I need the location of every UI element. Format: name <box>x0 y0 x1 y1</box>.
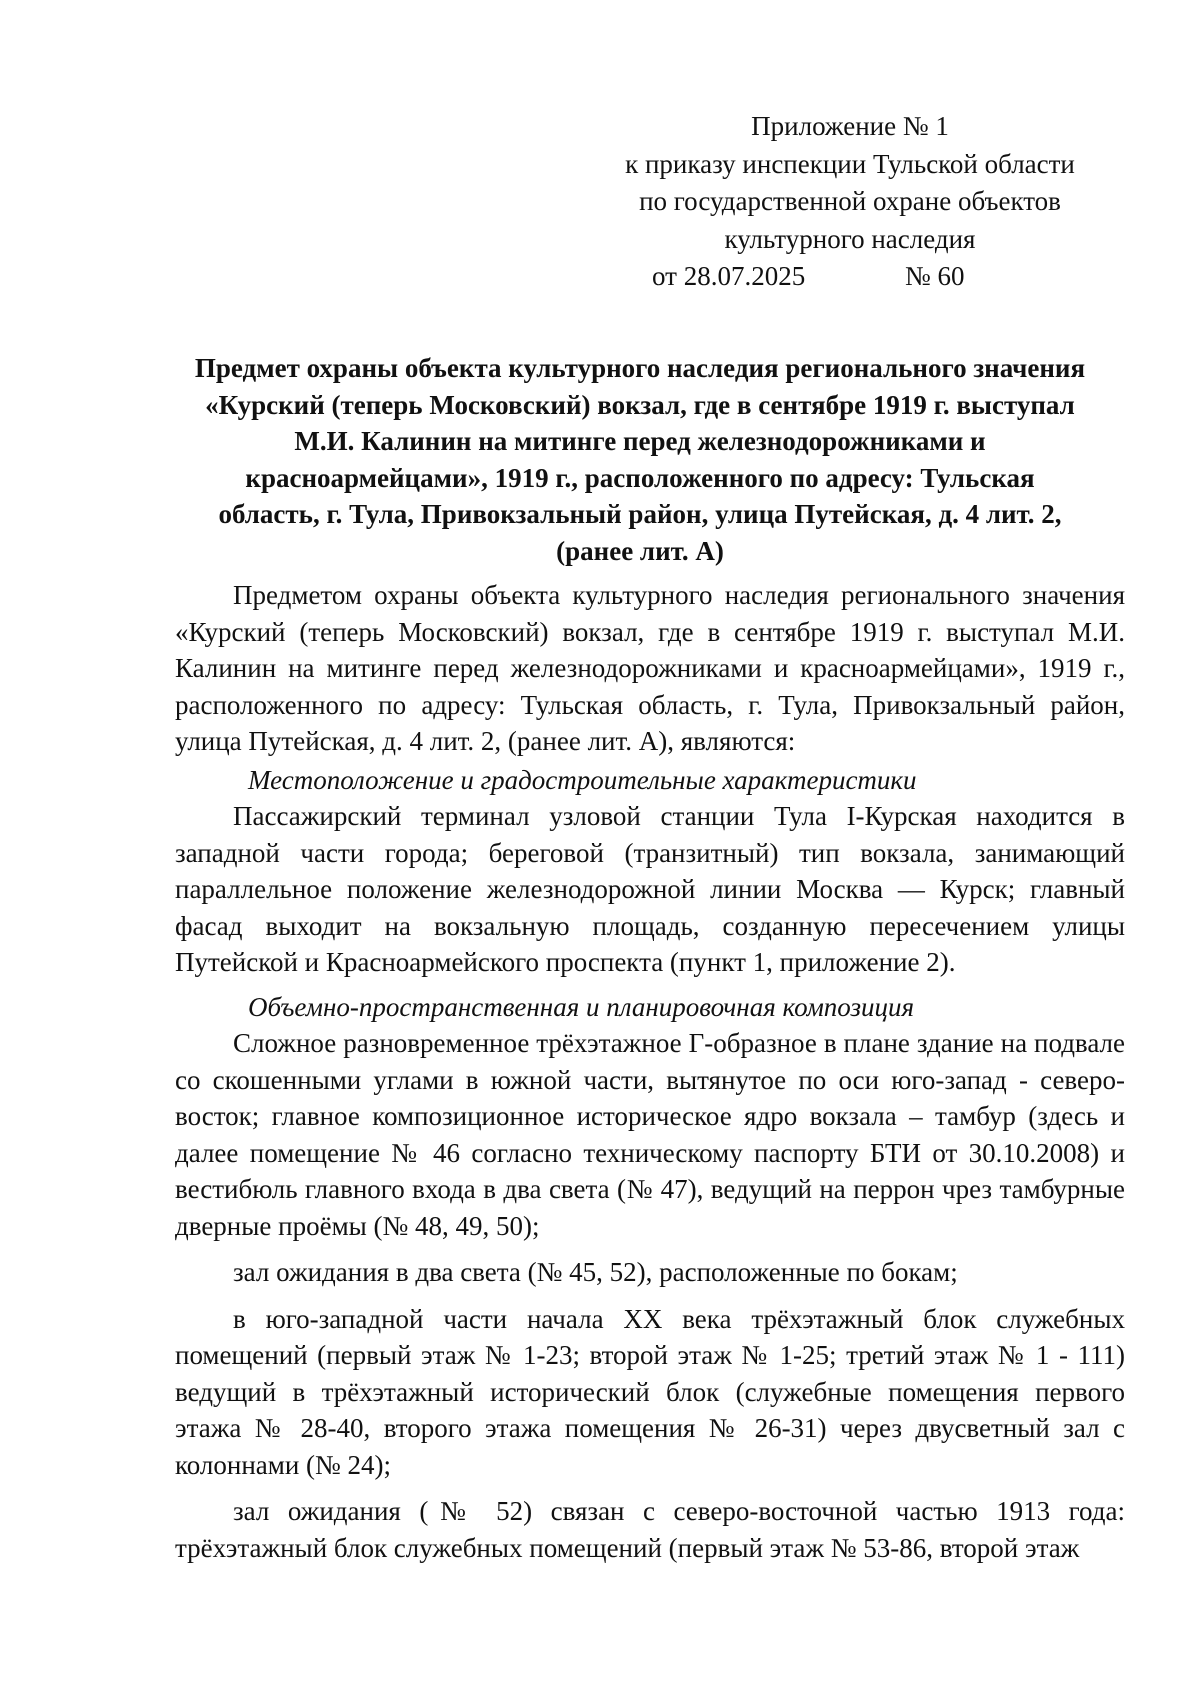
composition-paragraph: зал ожидания (№ 52) связан с северо-восточной частью 1913 года: трёхэтажный блок служебных помещений (первый этаж № 53-86, второй этаж <box>175 1496 1125 1563</box>
location-paragraph: Пассажирский терминал узловой станции Тула I-Курская находится в западной части города; береговой (транзитный) тип вокзала, занимающий параллельное положение железнодорожной линии Москва — Курск; главный фасад выходит на вокзальную площадь, созданную пересечением улицы Путейской и Красноармейского проспекта (пункт 1, приложение 2). <box>175 801 1125 977</box>
title-line: «Курский (теперь Московский) вокзал, где в сентябре 1919 г. выступал <box>205 389 1075 420</box>
composition-paragraph: Сложное разновременное трёхэтажное Г-образное в плане здание на подвале со скошенными углами в южной части, вытянутое по оси юго-запад - северо-восток; главное композиционное историческое ядро вокзала – тамбур (здесь и далее помещение № 46 согласно техническому паспорту БТИ от 30.10.2008) и вестибюль главного входа в два света (№ 47), ведущий на перрон чрез тамбурные дверные проёмы (№ 48, 49, 50); <box>175 1028 1125 1241</box>
intro-paragraph: Предметом охраны объекта культурного наследия регионального значения «Курский (теперь Московский) вокзал, где в сентябре 1919 г. выступал М.И. Калинин на митинге перед железнодорожниками и красноармейцами», 1919 г., расположенного по адресу: Тульская область, г. Тула, Привокзальный район, улица Путейская, д. 4 лит. 2, (ранее лит. А), являются: <box>175 580 1125 756</box>
composition-paragraph: в юго-западной части начала XX века трёхэтажный блок служебных помещений (первый этаж № 1-23; второй этаж № 1-25; третий этаж № 1 - 111) ведущий в трёхэтажный исторический блок (служебные помещения первого этажа № 28-40, второго этажа помещения № 26-31) через двусветный зал с колоннами (№ 24); <box>175 1303 1125 1480</box>
title-line: М.И. Калинин на митинге перед железнодорожниками и <box>294 426 986 456</box>
appendix-line: культурного наследия <box>724 223 976 254</box>
section-heading-location: Местоположение и градостроительные характеристики <box>248 764 917 795</box>
appendix-line: Приложение № 1 <box>751 111 949 141</box>
title-line: красноармейцами», 1919 г., расположенного по адресу: Тульская <box>245 462 1035 493</box>
document-title <box>160 350 1120 569</box>
title-line: (ранее лит. А) <box>556 535 724 566</box>
appendix-line: к приказу инспекции Тульской области <box>625 148 1075 179</box>
appendix-date-row <box>590 258 1110 296</box>
section-heading-composition: Объемно-пространственная и планировочная композиция <box>248 991 915 1022</box>
order-number: № 60 <box>905 261 965 291</box>
document-body <box>175 577 1125 1566</box>
title-line: область, г. Тула, Привокзальный район, улица Путейская, д. 4 лит. 2, <box>218 499 1062 529</box>
order-date: от 28.07.2025 <box>652 261 806 291</box>
composition-paragraph: зал ожидания в два света (№ 45, 52), расположенные по бокам; <box>233 1257 958 1287</box>
appendix-header <box>590 108 1110 296</box>
title-line: Предмет охраны объекта культурного наследия регионального значения <box>194 353 1086 383</box>
appendix-line: по государственной охране объектов <box>639 186 1061 216</box>
